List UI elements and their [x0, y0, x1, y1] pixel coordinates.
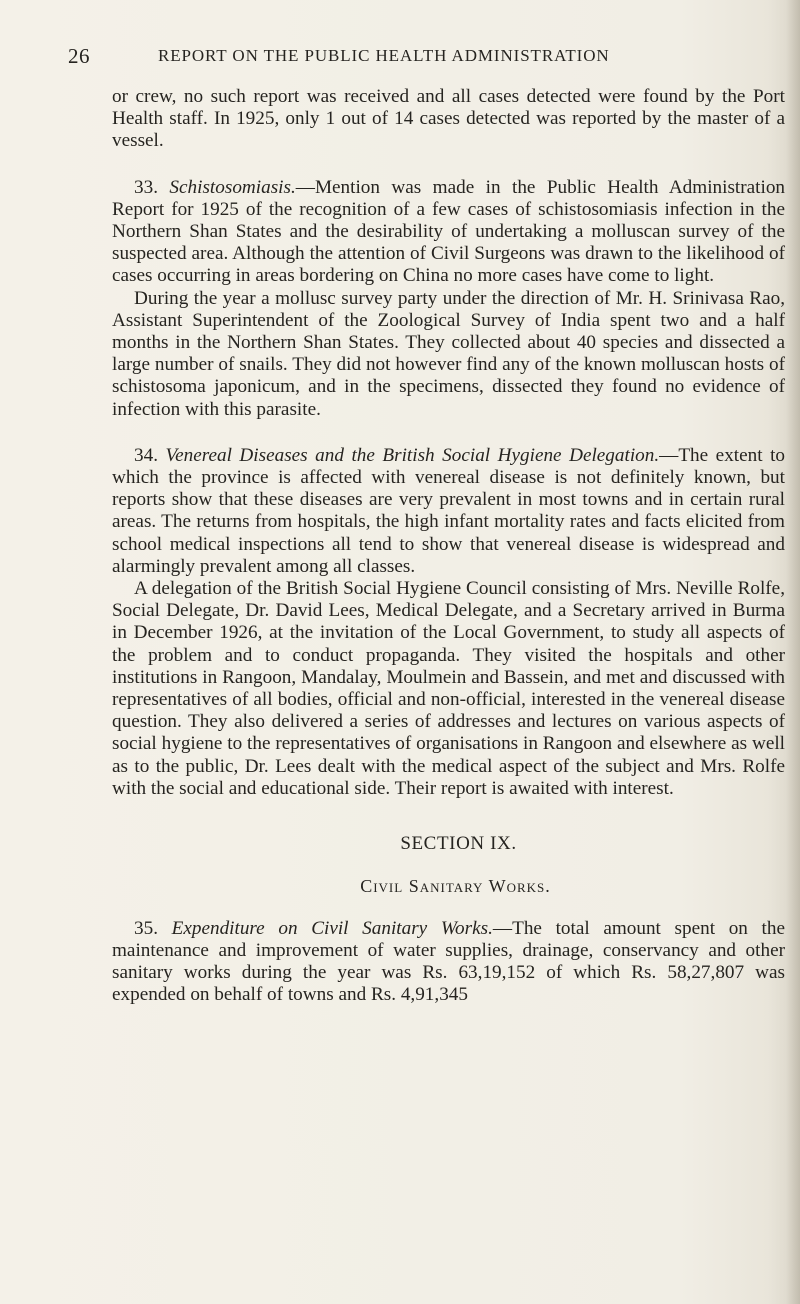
paragraph-33 [112, 177, 785, 288]
paragraph-number: 35. [134, 917, 158, 939]
paragraph-35 [112, 918, 785, 1007]
paragraph-title: Expenditure on Civil Sanitary Works. [171, 917, 493, 939]
paragraph-text: —Mention was made in the Public Health Administration Report for 1925 of the recognition of a few cases of schistosomiasis infection in the Northern Shan States and the desirability of undertaking a molluscan survey of the suspected area. Although the attention of Civil Surgeons was drawn to the likelihood of cases occurring in areas bordering on China no more cases have come to light. [112, 176, 786, 287]
paragraph-continuation: or crew, no such report was received and all cases detected were found by the Port Health staff. In 1925, only 1 out of 14 cases detected was reported by the master of a vessel. [112, 86, 785, 152]
page-number: 26 [68, 44, 90, 68]
paragraph-title: Venereal Diseases and the British Social Hygiene Delegation. [165, 444, 660, 466]
page-header [68, 44, 738, 74]
page-edge-shadow [786, 0, 800, 1304]
page-body [112, 86, 785, 1006]
paragraph-text: —The extent to which the province is affected with venereal disease is not definitely known, but reports show that these diseases are very prevalent in most towns and in certain rural areas. The returns from hospitals, the high infant mortality rates and facts elicited from school medical inspections all tend to show that venereal disease is widespread and alarmingly prevalent among all classes. [112, 444, 785, 577]
paragraph-34 [112, 445, 785, 578]
paragraph-34-cont: A delegation of the British Social Hygiene Council consisting of Mrs. Neville Rolfe, Social Delegate, Dr. David Lees, Medical Delegate, and a Secretary arrived in Burma in December 1926, at the invitation of the Local Government, to study all aspects of the problem and to conduct propaganda. They visited the hospitals and other institutions in Rangoon, Mandalay, Moulmein and Bassein, and met and discussed with representatives of all bodies, official and non-official, interested in the venereal disease question. They also delivered a series of addresses and lectures on various aspects of social hygiene to the representatives of organisations in Rangoon and elsewhere as well as to the public, Dr. Lees dealt with the medical aspect of the subject and Mrs. Rolfe with the social and educational side. Their report is awaited with interest. [112, 578, 785, 799]
paragraph-text: —The total amount spent on the maintenance and improvement of water supplies, drainage, conservancy and other sanitary works during the year was Rs. 63,19,152 of which Rs. 58,27,807 was expended on behalf of towns and Rs. 4,91,345 [112, 917, 785, 1006]
section-subheading: Civil Sanitary Works. [360, 876, 551, 897]
paragraph-number: 34. [134, 444, 158, 466]
paragraph-33-cont: During the year a mollusc survey party under the direction of Mr. H. Srinivasa Rao, Assistant Superintendent of the Zoological Survey of India spent two and a half months in the Northern Shan States. They collected about 40 species and dissected a large number of snails. They did not however find any of the known molluscan hosts of schistosoma japonicum, and in the specimens, dissected they found no evidence of infection with this parasite. [112, 287, 785, 420]
paragraph-number: 33. [134, 176, 158, 198]
paragraph-title: Schistosomiasis. [169, 176, 296, 198]
running-head: REPORT ON THE PUBLIC HEALTH ADMINISTRATION [158, 46, 610, 65]
section-heading: SECTION IX. [400, 833, 517, 855]
